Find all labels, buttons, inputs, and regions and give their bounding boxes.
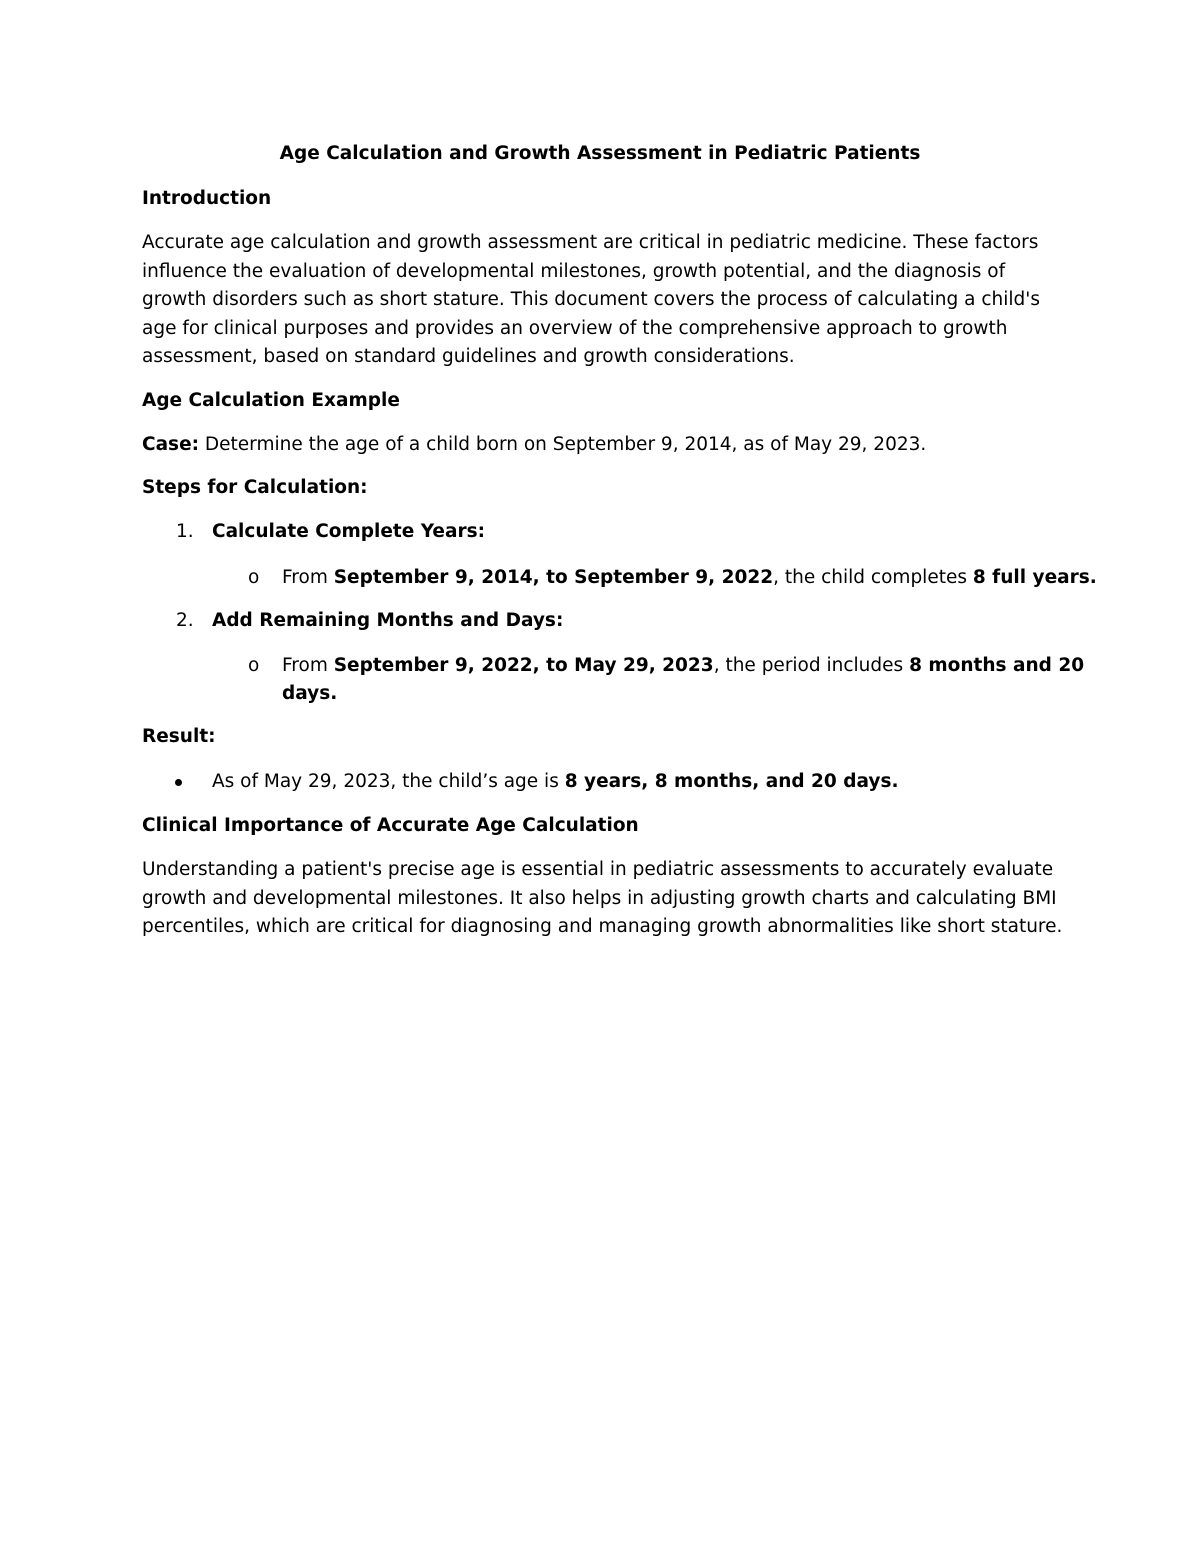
paragraph-line: assessment, based on standard guidelines and growth considerations. xyxy=(142,346,795,367)
result-line xyxy=(212,769,898,795)
introduction-heading: Introduction xyxy=(142,188,272,209)
case-line xyxy=(142,432,926,458)
paragraph-line: growth disorders such as short stature. This document covers the process of calculating a child's xyxy=(142,289,1040,310)
paragraph-line: percentiles, which are critical for diagnosing and managing growth abnormalities like short stature. xyxy=(142,916,1063,937)
sub-bullet-marker: o xyxy=(248,655,260,676)
sub-bullet-marker: o xyxy=(248,567,260,588)
step-number: 1. xyxy=(176,521,194,542)
clinical-paragraph xyxy=(142,856,1063,942)
example-heading: Age Calculation Example xyxy=(142,390,400,411)
clinical-heading: Clinical Importance of Accurate Age Calculation xyxy=(142,815,639,836)
result-value: 8 years, 8 months, and 20 days. xyxy=(564,771,899,792)
detail-text: From xyxy=(282,655,334,676)
paragraph-line: growth and developmental milestones. It also helps in adjusting growth charts and calculating BMI xyxy=(142,887,1057,909)
detail-text: , the child completes xyxy=(773,567,973,588)
result-heading: Result: xyxy=(142,726,216,747)
detail-text: , the period includes xyxy=(713,655,910,676)
paragraph-line: Understanding a patient's precise age is essential in pediatric assessments to accurately evaluate xyxy=(142,859,1054,880)
bullet-dot xyxy=(175,779,182,786)
step-title: Calculate Complete Years: xyxy=(212,521,485,542)
detail-date-range: September 9, 2022, to May 29, 2023 xyxy=(333,655,714,676)
detail-result: 8 months and 20 xyxy=(909,655,1085,676)
paragraph-line: influence the evaluation of developmental milestones, growth potential, and the diagnosis of xyxy=(142,260,1006,282)
step-title: Add Remaining Months and Days: xyxy=(212,610,564,631)
steps-heading: Steps for Calculation: xyxy=(142,477,368,498)
case-text: Determine the age of a child born on September 9, 2014, as of May 29, 2023. xyxy=(199,434,927,455)
detail-date-range: September 9, 2014, to September 9, 2022 xyxy=(333,567,774,588)
step-detail xyxy=(282,565,1097,591)
detail-text: From xyxy=(282,567,334,588)
paragraph-line: Accurate age calculation and growth assessment are critical in pediatric medicine. These factors xyxy=(142,232,1039,253)
document-title: Age Calculation and Growth Assessment in Pediatric Patients xyxy=(279,143,921,164)
detail-result-continued: days. xyxy=(282,683,338,704)
step-detail xyxy=(282,653,1084,679)
paragraph-line: age for clinical purposes and provides an overview of the comprehensive approach to growth xyxy=(142,317,1008,339)
step-number: 2. xyxy=(176,610,194,631)
result-text: As of May 29, 2023, the child’s age is xyxy=(212,771,565,792)
case-label: Case: xyxy=(142,434,200,455)
detail-result: 8 full years. xyxy=(972,567,1097,588)
introduction-paragraph xyxy=(142,229,1057,372)
